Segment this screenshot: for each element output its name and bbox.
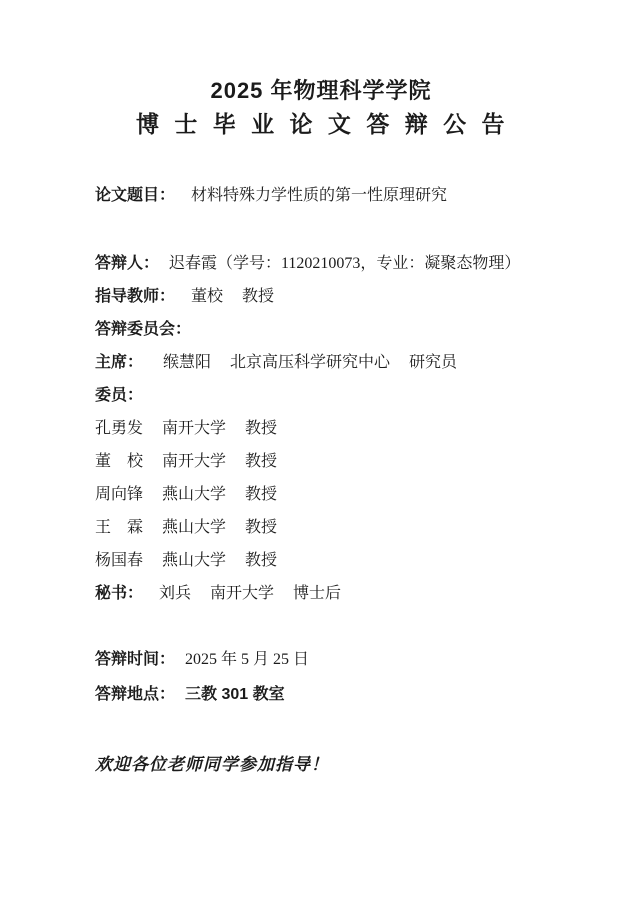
defense-location-value: 三教 301 教室: [185, 686, 285, 703]
member-title: 教授: [245, 486, 278, 503]
member-name: 孔勇发: [95, 420, 144, 437]
thesis-topic-label: 论文题目：: [95, 187, 176, 204]
committee-header-row: [95, 321, 547, 338]
advisor-title: 教授: [242, 288, 275, 305]
doc-title-line1: 2025 年物理科学学院: [210, 78, 432, 103]
member-affiliation: 南开大学: [162, 420, 227, 437]
member-row: [95, 519, 547, 536]
advisor-name: 董校: [191, 288, 224, 305]
defense-time-row: [95, 651, 547, 668]
member-title: 教授: [245, 552, 278, 569]
chair-affiliation: 北京高压科学研究中心: [230, 354, 391, 371]
defense-location-label: 答辩地点：: [95, 686, 176, 703]
candidate-row: [95, 255, 547, 272]
member-name: 王 霖: [95, 519, 144, 536]
members-label-row: [95, 387, 547, 404]
advisor-row: [95, 288, 547, 305]
defense-time-value: 2025 年 5 月 25 日: [185, 651, 310, 668]
chair-title: 研究员: [409, 354, 458, 371]
member-affiliation: 燕山大学: [162, 519, 227, 536]
member-row: [95, 486, 547, 503]
candidate-value: 迟春霞（学号：1120210073，专业：凝聚态物理）: [169, 255, 521, 272]
member-row: [95, 552, 547, 569]
chair-label: 主席：: [95, 354, 144, 371]
secretary-row: [95, 585, 547, 602]
member-row: [95, 453, 547, 470]
doc-title-line2: 博 士 毕 业 论 文 答 辩 公 告: [135, 111, 506, 137]
secretary-name: 刘兵: [159, 585, 192, 602]
members-label: 委员：: [95, 387, 144, 404]
thesis-topic-value: 材料特殊力学性质的第一性原理研究: [191, 187, 448, 204]
thesis-topic-row: [95, 187, 547, 204]
member-affiliation: 南开大学: [162, 453, 227, 470]
member-affiliation: 燕山大学: [162, 486, 227, 503]
member-name: 董 校: [95, 453, 144, 470]
committee-header-label: 答辩委员会：: [95, 321, 192, 338]
member-title: 教授: [245, 519, 278, 536]
committee-chair-row: [95, 354, 547, 371]
chair-name: 缑慧阳: [163, 354, 212, 371]
doc-title: [95, 74, 547, 141]
welcome-message: 欢迎各位老师同学参加指导！: [95, 755, 329, 774]
member-row: [95, 420, 547, 437]
candidate-label: 答辩人：: [95, 255, 160, 272]
secretary-label: 秘书：: [95, 585, 144, 602]
defense-time-label: 答辩时间：: [95, 651, 176, 668]
secretary-title: 博士后: [293, 585, 342, 602]
defense-location-row: [95, 686, 547, 703]
member-name: 杨国春: [95, 552, 144, 569]
member-affiliation: 燕山大学: [162, 552, 227, 569]
member-title: 教授: [245, 453, 278, 470]
advisor-label: 指导教师：: [95, 288, 176, 305]
member-title: 教授: [245, 420, 278, 437]
member-name: 周向锋: [95, 486, 144, 503]
secretary-affiliation: 南开大学: [210, 585, 275, 602]
